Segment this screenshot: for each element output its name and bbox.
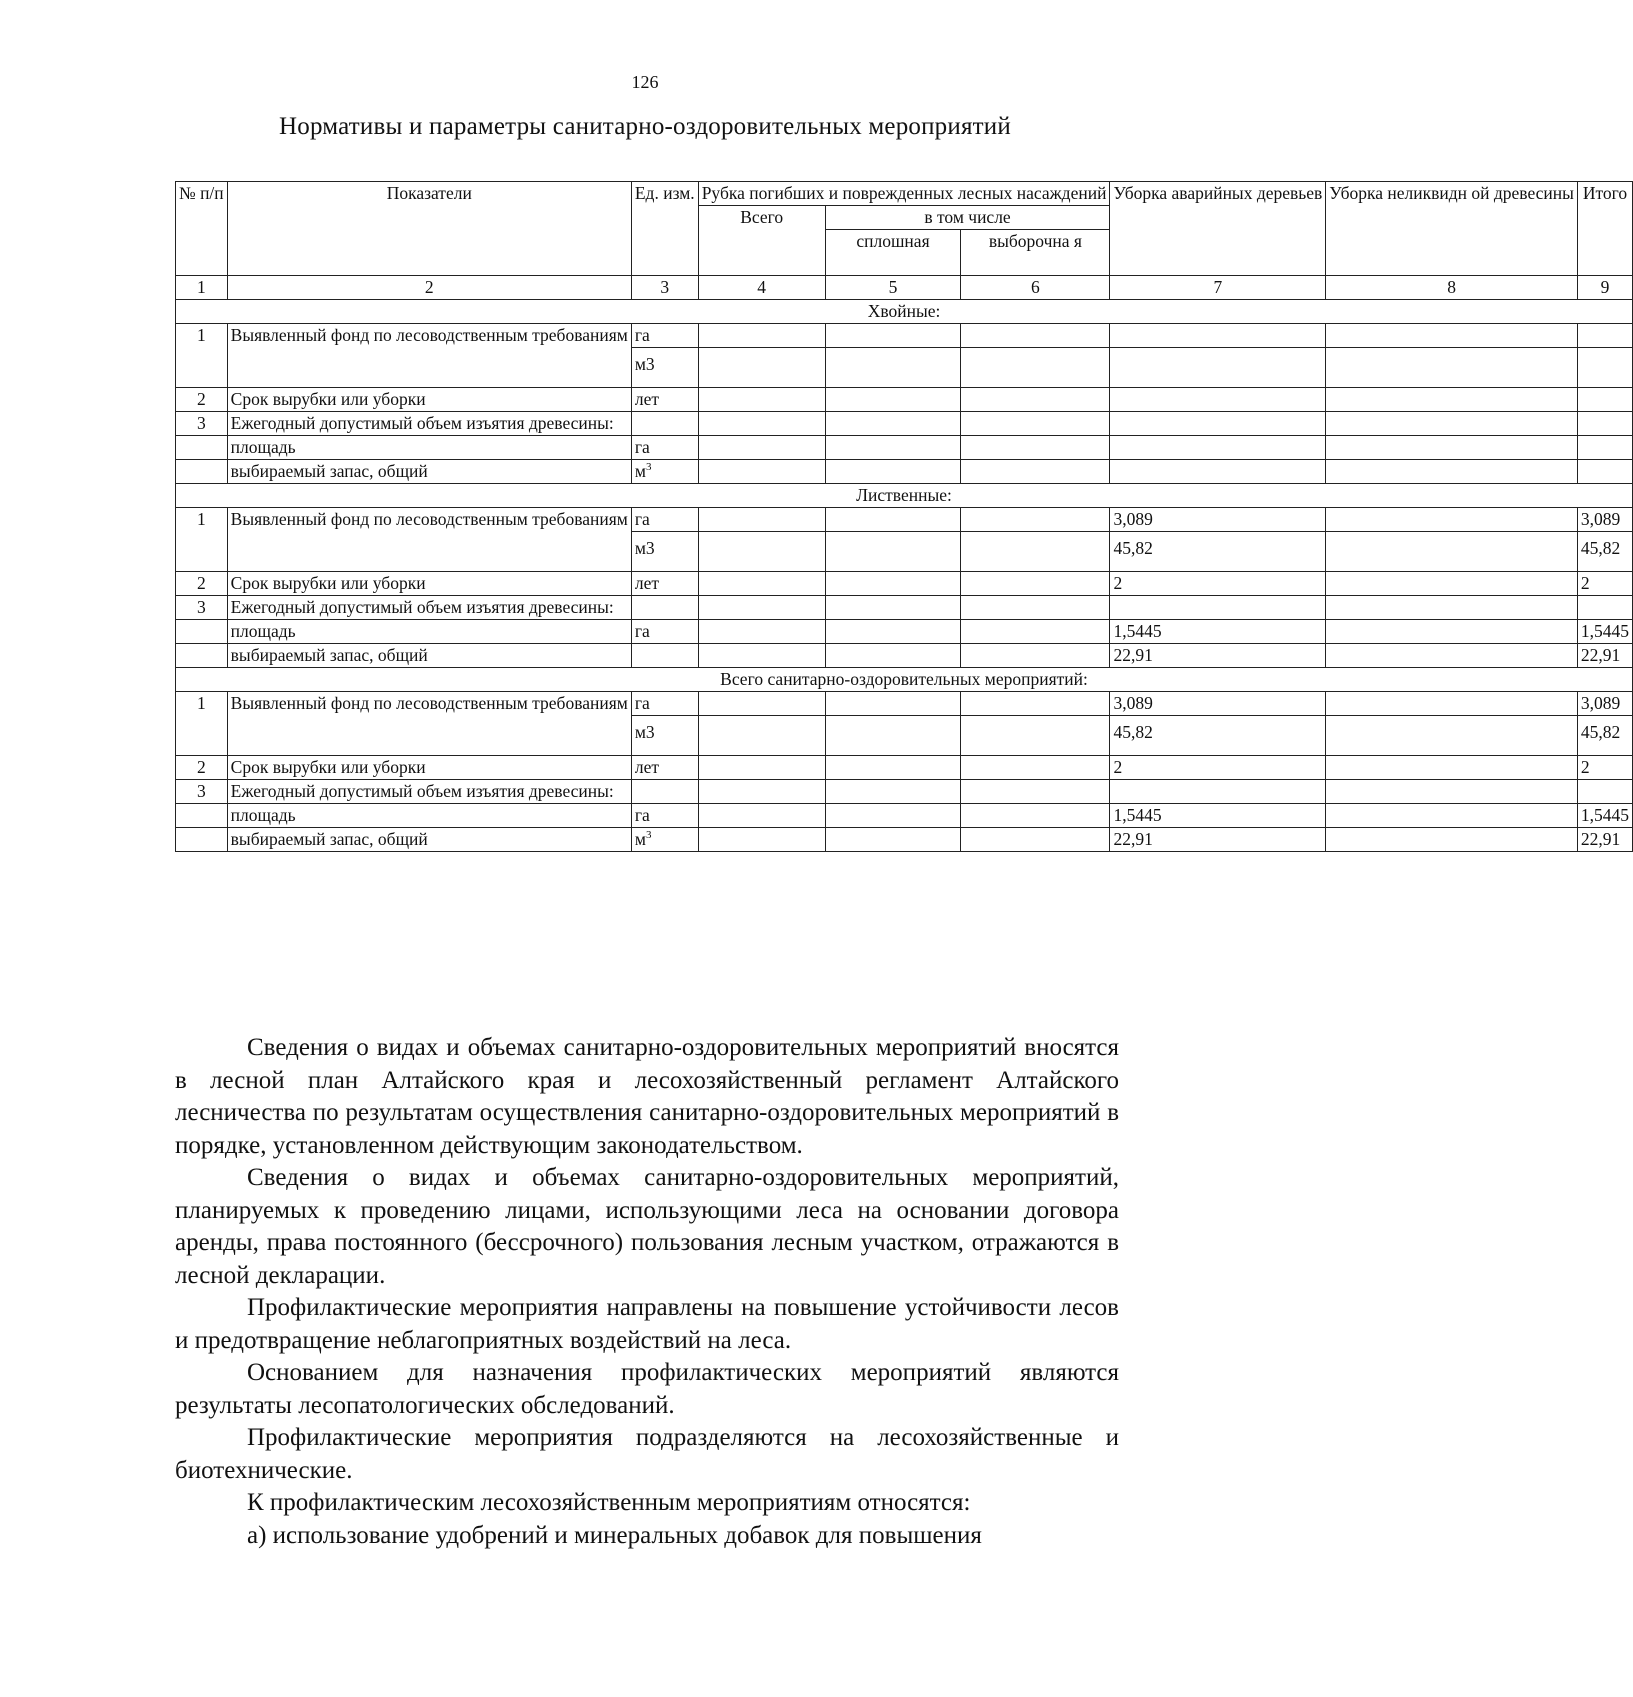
paragraph: Основанием для назначения профилактических мероприятий являются результаты лесопатологических обследований.	[175, 1359, 1119, 1419]
unit-base: м	[634, 461, 646, 481]
empty-cell	[631, 780, 698, 804]
empty-cell	[698, 532, 825, 572]
body-text	[175, 1032, 1119, 1552]
table-row	[176, 436, 1633, 460]
unit-cell	[631, 828, 698, 852]
empty-cell	[961, 828, 1110, 852]
row-label: площадь	[227, 804, 631, 828]
header-felling: Рубка погибших и поврежденных лесных насаждений	[698, 182, 1110, 206]
unit-base: м	[634, 829, 646, 849]
empty-cell	[961, 412, 1110, 436]
unit-superscript: 3	[645, 829, 652, 842]
table-row	[176, 780, 1633, 804]
empty-cell	[961, 756, 1110, 780]
itogo-value	[1577, 324, 1632, 348]
empty-cell	[1326, 596, 1578, 620]
table-row	[176, 804, 1633, 828]
empty-cell	[825, 572, 961, 596]
empty-cell	[961, 620, 1110, 644]
empty-cell	[961, 348, 1110, 388]
row-label: Срок вырубки или уборки	[227, 388, 631, 412]
itogo-value: 2	[1577, 756, 1632, 780]
unit-cell: га	[631, 436, 698, 460]
table-row	[176, 596, 1633, 620]
itogo-value	[1577, 388, 1632, 412]
itogo-value	[1577, 436, 1632, 460]
column-number-cell: 1	[176, 276, 228, 300]
empty-cell	[1326, 620, 1578, 644]
row-number: 2	[176, 388, 228, 412]
header-indicator: Показатели	[227, 182, 631, 276]
column-number-cell: 7	[1110, 276, 1326, 300]
empty-cell	[825, 596, 961, 620]
empty-cell	[825, 508, 961, 532]
empty-cell	[825, 692, 961, 716]
section-title: Всего санитарно-оздоровительных мероприятий:	[176, 668, 1633, 692]
empty-cell	[698, 324, 825, 348]
section-row	[176, 668, 1633, 692]
empty-cell	[698, 804, 825, 828]
column-number-cell: 5	[825, 276, 961, 300]
empty-cell	[961, 692, 1110, 716]
itogo-value: 1,5445	[1577, 620, 1632, 644]
empty-cell	[1326, 324, 1578, 348]
emergency-value	[1110, 324, 1326, 348]
table-row	[176, 620, 1633, 644]
emergency-value: 45,82	[1110, 716, 1326, 756]
empty-cell	[825, 804, 961, 828]
row-label: площадь	[227, 620, 631, 644]
emergency-value: 2	[1110, 756, 1326, 780]
empty-cell	[961, 780, 1110, 804]
paragraph: Сведения о видах и объемах санитарно-оздоровительных мероприятий вносятся в лесной план Алтайского края и лесохозяйственный регламент Алтайского лесничества по результатам осуществления санитарно-оздоровительных мероприятий в порядке, установленном действующим законодательством.	[175, 1034, 1119, 1159]
empty-cell	[1326, 532, 1578, 572]
unit-cell: м3	[631, 348, 698, 388]
itogo-value: 22,91	[1577, 828, 1632, 852]
header-num: № п/п	[176, 182, 228, 276]
empty-cell	[825, 436, 961, 460]
table-row	[176, 644, 1633, 668]
empty-cell	[698, 780, 825, 804]
header-emergency: Уборка аварийных деревьев	[1110, 182, 1326, 276]
column-numbers-row	[176, 276, 1633, 300]
emergency-value	[1110, 460, 1326, 484]
table-row	[176, 412, 1633, 436]
empty-cell	[698, 716, 825, 756]
empty-cell	[1326, 572, 1578, 596]
section-row	[176, 300, 1633, 324]
row-number: 3	[176, 596, 228, 620]
empty-cell	[825, 388, 961, 412]
unit-cell: га	[631, 508, 698, 532]
itogo-value: 2	[1577, 572, 1632, 596]
emergency-value: 1,5445	[1110, 620, 1326, 644]
table-row	[176, 572, 1633, 596]
empty-cell	[961, 460, 1110, 484]
empty-cell	[1326, 804, 1578, 828]
emergency-value	[1110, 436, 1326, 460]
header-selective: выборочна я	[961, 230, 1110, 276]
section-row	[176, 484, 1633, 508]
norms-table	[175, 181, 1633, 852]
empty-cell	[961, 508, 1110, 532]
column-number-cell: 4	[698, 276, 825, 300]
table-row	[176, 388, 1633, 412]
header-unit: Ед. изм.	[631, 182, 698, 276]
empty-cell	[1326, 716, 1578, 756]
empty-cell	[825, 620, 961, 644]
row-label: Ежегодный допустимый объем изъятия древесины:	[227, 412, 631, 436]
unit-cell: лет	[631, 388, 698, 412]
row-number: 1	[176, 692, 228, 756]
column-number-cell: 9	[1577, 276, 1632, 300]
column-number-cell: 6	[961, 276, 1110, 300]
itogo-value: 45,82	[1577, 532, 1632, 572]
itogo-value: 1,5445	[1577, 804, 1632, 828]
row-label: Ежегодный допустимый объем изъятия древесины:	[227, 780, 631, 804]
empty-cell	[1110, 780, 1326, 804]
empty-cell	[825, 348, 961, 388]
emergency-value	[1110, 388, 1326, 412]
table-row	[176, 508, 1633, 532]
column-number-cell: 2	[227, 276, 631, 300]
empty-cell	[825, 644, 961, 668]
empty-cell	[698, 436, 825, 460]
column-number-cell: 3	[631, 276, 698, 300]
empty-cell	[698, 596, 825, 620]
unit-cell: га	[631, 324, 698, 348]
table-row	[176, 756, 1633, 780]
empty-cell	[1326, 780, 1578, 804]
table-row	[176, 324, 1633, 348]
empty-cell	[1326, 388, 1578, 412]
page-number: 126	[631, 72, 659, 92]
empty-cell	[1326, 412, 1578, 436]
emergency-value: 3,089	[1110, 692, 1326, 716]
emergency-value: 22,91	[1110, 828, 1326, 852]
row-label: выбираемый запас, общий	[227, 460, 631, 484]
empty-cell	[961, 804, 1110, 828]
empty-cell	[1110, 596, 1326, 620]
empty-cell	[825, 460, 961, 484]
header-itogo: Итого	[1577, 182, 1632, 276]
header-total: Всего	[698, 206, 825, 276]
empty-cell	[961, 436, 1110, 460]
empty-cell	[961, 644, 1110, 668]
empty-cell	[698, 572, 825, 596]
paragraph: Профилактические мероприятия направлены на повышение устойчивости лесов и предотвращение неблагоприятных воздействий на леса.	[175, 1294, 1119, 1354]
empty-cell	[176, 644, 228, 668]
table-row	[176, 460, 1633, 484]
empty-cell	[698, 620, 825, 644]
empty-cell	[698, 756, 825, 780]
unit-cell: га	[631, 620, 698, 644]
unit-cell: га	[631, 804, 698, 828]
empty-cell	[961, 716, 1110, 756]
unit-cell: лет	[631, 756, 698, 780]
unit-cell: м3	[631, 716, 698, 756]
row-label: выбираемый запас, общий	[227, 828, 631, 852]
empty-cell	[825, 412, 961, 436]
emergency-value: 3,089	[1110, 508, 1326, 532]
empty-cell	[1326, 692, 1578, 716]
itogo-value	[1577, 348, 1632, 388]
empty-cell	[1326, 508, 1578, 532]
unit-cell	[631, 460, 698, 484]
paragraph: К профилактическим лесохозяйственным мероприятиям относятся:	[247, 1489, 971, 1516]
paragraph: Сведения о видах и объемах санитарно-оздоровительных мероприятий, планируемых к проведению лицами, использующими леса на основании договора аренды, права постоянного (бессрочного) пользования лесным участком, отражаются в лесной декларации.	[175, 1164, 1119, 1289]
empty-cell	[1326, 348, 1578, 388]
table-row	[176, 828, 1633, 852]
empty-cell	[825, 324, 961, 348]
empty-cell	[698, 348, 825, 388]
empty-cell	[961, 324, 1110, 348]
row-label: Выявленный фонд по лесоводственным требованиям	[227, 692, 631, 756]
row-label: Срок вырубки или уборки	[227, 572, 631, 596]
empty-cell	[961, 572, 1110, 596]
emergency-value: 22,91	[1110, 644, 1326, 668]
empty-cell	[825, 780, 961, 804]
empty-cell	[1577, 596, 1632, 620]
unit-superscript: 3	[645, 461, 652, 474]
row-label: Выявленный фонд по лесоводственным требованиям	[227, 508, 631, 572]
empty-cell	[176, 804, 228, 828]
empty-cell	[825, 716, 961, 756]
section-title: Хвойные:	[176, 300, 1633, 324]
empty-cell	[698, 388, 825, 412]
empty-cell	[825, 756, 961, 780]
empty-cell	[1326, 460, 1578, 484]
header-including: в том числе	[825, 206, 1110, 230]
unit-cell: га	[631, 692, 698, 716]
empty-cell	[176, 436, 228, 460]
itogo-value: 3,089	[1577, 692, 1632, 716]
itogo-value: 22,91	[1577, 644, 1632, 668]
emergency-value: 1,5445	[1110, 804, 1326, 828]
empty-cell	[1326, 436, 1578, 460]
empty-cell	[698, 692, 825, 716]
empty-cell	[1110, 412, 1326, 436]
itogo-value: 45,82	[1577, 716, 1632, 756]
page-title: Нормативы и параметры санитарно-оздоровительных мероприятий	[279, 113, 1011, 140]
unit-cell: м3	[631, 532, 698, 572]
row-label: выбираемый запас, общий	[227, 644, 631, 668]
paragraph: Профилактические мероприятия подразделяются на лесохозяйственные и биотехнические.	[175, 1424, 1119, 1484]
empty-cell	[698, 644, 825, 668]
header-solid: сплошная	[825, 230, 961, 276]
row-label: Срок вырубки или уборки	[227, 756, 631, 780]
paragraph: а) использование удобрений и минеральных добавок для повышения	[247, 1521, 982, 1549]
emergency-value	[1110, 348, 1326, 388]
empty-cell	[176, 460, 228, 484]
emergency-value: 2	[1110, 572, 1326, 596]
row-number: 3	[176, 412, 228, 436]
itogo-value: 3,089	[1577, 508, 1632, 532]
empty-cell	[961, 388, 1110, 412]
empty-cell	[698, 412, 825, 436]
empty-cell	[961, 532, 1110, 572]
empty-cell	[825, 532, 961, 572]
row-number: 1	[176, 508, 228, 572]
empty-cell	[825, 828, 961, 852]
row-label: площадь	[227, 436, 631, 460]
empty-cell	[698, 460, 825, 484]
unit-cell	[631, 644, 698, 668]
empty-cell	[176, 620, 228, 644]
emergency-value: 45,82	[1110, 532, 1326, 572]
itogo-value	[1577, 460, 1632, 484]
empty-cell	[961, 596, 1110, 620]
empty-cell	[631, 412, 698, 436]
table-row	[176, 692, 1633, 716]
row-number: 2	[176, 572, 228, 596]
empty-cell	[698, 508, 825, 532]
column-number-cell: 8	[1326, 276, 1578, 300]
empty-cell	[1577, 780, 1632, 804]
empty-cell	[698, 828, 825, 852]
empty-cell	[1326, 828, 1578, 852]
row-label: Выявленный фонд по лесоводственным требованиям	[227, 324, 631, 388]
header-illiquid: Уборка неликвидн ой древесины	[1326, 182, 1578, 276]
empty-cell	[1577, 412, 1632, 436]
unit-cell: лет	[631, 572, 698, 596]
section-title: Лиственные:	[176, 484, 1633, 508]
row-number: 1	[176, 324, 228, 388]
row-label: Ежегодный допустимый объем изъятия древесины:	[227, 596, 631, 620]
row-number: 2	[176, 756, 228, 780]
empty-cell	[1326, 756, 1578, 780]
row-number: 3	[176, 780, 228, 804]
empty-cell	[631, 596, 698, 620]
empty-cell	[1326, 644, 1578, 668]
empty-cell	[176, 828, 228, 852]
